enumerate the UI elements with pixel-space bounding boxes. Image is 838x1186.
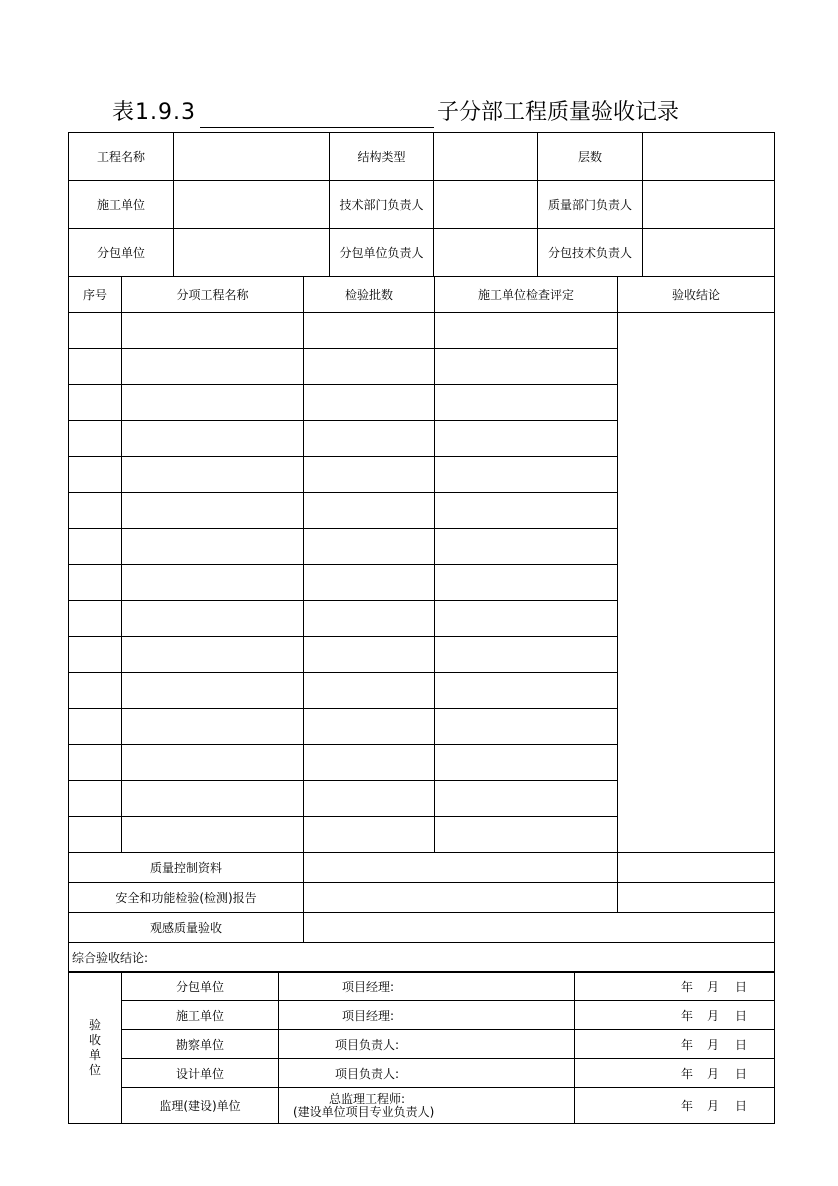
row-contractor-evaluation-cell[interactable] xyxy=(435,313,618,349)
date-year: 年 xyxy=(681,1066,694,1081)
row-contractor-evaluation-cell[interactable] xyxy=(435,709,618,745)
acceptance-date-cell[interactable] xyxy=(575,1088,775,1124)
row-contractor-evaluation-cell[interactable] xyxy=(435,781,618,817)
row-sub-item-name-cell[interactable] xyxy=(122,745,304,781)
row-contractor-evaluation-cell[interactable] xyxy=(435,349,618,385)
date-year: 年 xyxy=(681,979,694,994)
row-contractor-evaluation-cell[interactable] xyxy=(435,565,618,601)
table-row xyxy=(69,313,775,349)
row-contractor-evaluation-cell[interactable] xyxy=(435,601,618,637)
appearance-quality-label: 观感质量验收 xyxy=(69,913,304,943)
date-year: 年 xyxy=(681,1099,694,1113)
date-month: 月 xyxy=(707,979,720,994)
row-seq-cell[interactable] xyxy=(69,385,122,421)
floors-label: 层数 xyxy=(538,133,643,181)
row-seq-cell[interactable] xyxy=(69,637,122,673)
structure-type-value[interactable] xyxy=(434,133,538,181)
date-year: 年 xyxy=(681,1008,694,1023)
date-day: 日 xyxy=(735,979,748,994)
row-sub-item-name-cell[interactable] xyxy=(122,781,304,817)
row-seq-cell[interactable] xyxy=(69,709,122,745)
row-sub-item-name-cell[interactable] xyxy=(122,313,304,349)
row-sub-item-name-cell[interactable] xyxy=(122,637,304,673)
date-day: 日 xyxy=(735,1008,748,1023)
acceptance-unit-name: 分包单位 xyxy=(122,972,279,1001)
row-sub-item-name-cell[interactable] xyxy=(122,385,304,421)
contractor-value[interactable] xyxy=(174,181,330,229)
floors-value[interactable] xyxy=(643,133,775,181)
structure-type-label: 结构类型 xyxy=(330,133,434,181)
acceptance-unit-name: 勘察单位 xyxy=(122,1030,279,1059)
row-sub-item-name-cell[interactable] xyxy=(122,529,304,565)
row-batch-count-cell[interactable] xyxy=(304,673,435,709)
subcontractor-tech-head-value[interactable] xyxy=(643,229,775,277)
row-seq-cell[interactable] xyxy=(69,565,122,601)
row-seq-cell[interactable] xyxy=(69,313,122,349)
acceptance-group-label xyxy=(69,972,122,1124)
form-title: 子分部工程质量验收记录 xyxy=(437,100,680,125)
row-sub-item-name-cell[interactable] xyxy=(122,349,304,385)
row-contractor-evaluation-cell[interactable] xyxy=(435,745,618,781)
acceptance-signer-cell[interactable] xyxy=(279,1088,575,1124)
acceptance-units-table xyxy=(68,971,775,1124)
column-header-sub-item-name: 分项工程名称 xyxy=(122,277,304,313)
acceptance-date-cell[interactable] xyxy=(575,1001,775,1030)
project-name-label: 工程名称 xyxy=(69,133,174,181)
row-batch-count-cell[interactable] xyxy=(304,745,435,781)
row-sub-item-name-cell[interactable] xyxy=(122,493,304,529)
row-contractor-evaluation-cell[interactable] xyxy=(435,421,618,457)
tech-dept-head-label: 技术部门负责人 xyxy=(330,181,434,229)
acceptance-signer-cell[interactable] xyxy=(279,1059,575,1088)
row-seq-cell[interactable] xyxy=(69,529,122,565)
signer-label: 项目负责人: xyxy=(335,1037,400,1052)
signer-label: 总监理工程师: xyxy=(329,1091,406,1106)
signer-label: 项目经理: xyxy=(342,1008,395,1023)
row-seq-cell[interactable] xyxy=(69,601,122,637)
row-seq-cell[interactable] xyxy=(69,349,122,385)
row-batch-count-cell[interactable] xyxy=(304,817,435,853)
column-header-acceptance-conclusion: 验收结论 xyxy=(618,277,775,313)
row-batch-count-cell[interactable] xyxy=(304,313,435,349)
date-day: 日 xyxy=(735,1066,748,1081)
acceptance-signer-cell[interactable] xyxy=(279,972,575,1001)
row-batch-count-cell[interactable] xyxy=(304,601,435,637)
row-sub-item-name-cell[interactable] xyxy=(122,457,304,493)
acceptance-date-cell[interactable] xyxy=(575,1059,775,1088)
subcontractor-head-label: 分包单位负责人 xyxy=(330,229,434,277)
safety-function-report-conclusion[interactable] xyxy=(618,883,775,913)
row-seq-cell[interactable] xyxy=(69,781,122,817)
safety-function-report-label: 安全和功能检验(检测)报告 xyxy=(69,883,304,913)
row-sub-item-name-cell[interactable] xyxy=(122,601,304,637)
row-contractor-evaluation-cell[interactable] xyxy=(435,529,618,565)
subcontractor-value[interactable] xyxy=(174,229,330,277)
signer-note: (建设单位项目专业负责人) xyxy=(293,1104,435,1119)
acceptance-signer-cell[interactable] xyxy=(279,1001,575,1030)
acceptance-unit-name: 设计单位 xyxy=(122,1059,279,1088)
row-seq-cell[interactable] xyxy=(69,493,122,529)
date-month: 月 xyxy=(707,1066,720,1081)
row-sub-item-name-cell[interactable] xyxy=(122,673,304,709)
project-name-value[interactable] xyxy=(174,133,330,181)
row-seq-cell[interactable] xyxy=(69,457,122,493)
subcontractor-label: 分包单位 xyxy=(69,229,174,277)
summary-row xyxy=(69,853,775,883)
subcontractor-head-value[interactable] xyxy=(434,229,538,277)
contractor-label: 施工单位 xyxy=(69,181,174,229)
column-header-contractor-evaluation: 施工单位检查评定 xyxy=(435,277,618,313)
row-batch-count-cell[interactable] xyxy=(304,781,435,817)
row-batch-count-cell[interactable] xyxy=(304,637,435,673)
signer-label: 项目经理: xyxy=(342,979,395,994)
row-contractor-evaluation-cell[interactable] xyxy=(435,673,618,709)
tech-dept-head-value[interactable] xyxy=(434,181,538,229)
row-sub-item-name-cell[interactable] xyxy=(122,421,304,457)
date-year: 年 xyxy=(681,1037,694,1052)
row-contractor-evaluation-cell[interactable] xyxy=(435,493,618,529)
row-seq-cell[interactable] xyxy=(69,421,122,457)
safety-function-report-value[interactable] xyxy=(304,883,618,913)
table-header-row xyxy=(69,277,775,313)
quality-control-docs-conclusion[interactable] xyxy=(618,853,775,883)
subcontractor-tech-head-label: 分包技术负责人 xyxy=(538,229,643,277)
row-seq-cell[interactable] xyxy=(69,817,122,853)
date-day: 日 xyxy=(735,1037,748,1052)
row-batch-count-cell[interactable] xyxy=(304,385,435,421)
acceptance-signer-cell[interactable] xyxy=(279,1030,575,1059)
form-number: 表1.9.3 xyxy=(112,100,196,125)
summary-row xyxy=(69,913,775,943)
row-batch-count-cell[interactable] xyxy=(304,457,435,493)
acceptance-date-cell[interactable] xyxy=(575,972,775,1001)
row-sub-item-name-cell[interactable] xyxy=(122,565,304,601)
summary-row xyxy=(69,883,775,913)
date-day: 日 xyxy=(735,1099,748,1113)
quality-dept-head-value[interactable] xyxy=(643,181,775,229)
row-batch-count-cell[interactable] xyxy=(304,493,435,529)
row-contractor-evaluation-cell[interactable] xyxy=(435,637,618,673)
acceptance-date-cell[interactable] xyxy=(575,1030,775,1059)
row-contractor-evaluation-cell[interactable] xyxy=(435,385,618,421)
acceptance-unit-name: 监理(建设)单位 xyxy=(122,1088,279,1124)
overall-conclusion-label[interactable]: 综合验收结论: xyxy=(69,943,775,973)
signer-label: 项目负责人: xyxy=(335,1066,400,1081)
column-header-batch-count: 检验批数 xyxy=(304,277,435,313)
sub-item-table xyxy=(68,276,775,973)
row-batch-count-cell[interactable] xyxy=(304,421,435,457)
column-header-seq: 序号 xyxy=(69,277,122,313)
row-seq-cell[interactable] xyxy=(69,745,122,781)
row-batch-count-cell[interactable] xyxy=(304,565,435,601)
acceptance-conclusion-cell[interactable] xyxy=(618,313,775,853)
row-batch-count-cell[interactable] xyxy=(304,529,435,565)
row-contractor-evaluation-cell[interactable] xyxy=(435,817,618,853)
row-sub-item-name-cell[interactable] xyxy=(122,709,304,745)
date-month: 月 xyxy=(707,1037,720,1052)
subdivision-name-blank[interactable] xyxy=(200,127,434,128)
row-batch-count-cell[interactable] xyxy=(304,349,435,385)
quality-control-docs-value[interactable] xyxy=(304,853,618,883)
date-month: 月 xyxy=(707,1008,720,1023)
row-batch-count-cell[interactable] xyxy=(304,709,435,745)
quality-dept-head-label: 质量部门负责人 xyxy=(538,181,643,229)
acceptance-group-text: 验 收 单 位 xyxy=(88,1017,101,1077)
quality-control-docs-label: 质量控制资料 xyxy=(69,853,304,883)
row-contractor-evaluation-cell[interactable] xyxy=(435,457,618,493)
acceptance-unit-name: 施工单位 xyxy=(122,1001,279,1030)
project-info-table xyxy=(68,132,775,277)
date-month: 月 xyxy=(707,1099,720,1113)
row-sub-item-name-cell[interactable] xyxy=(122,817,304,853)
appearance-quality-value[interactable] xyxy=(304,913,775,943)
row-seq-cell[interactable] xyxy=(69,673,122,709)
